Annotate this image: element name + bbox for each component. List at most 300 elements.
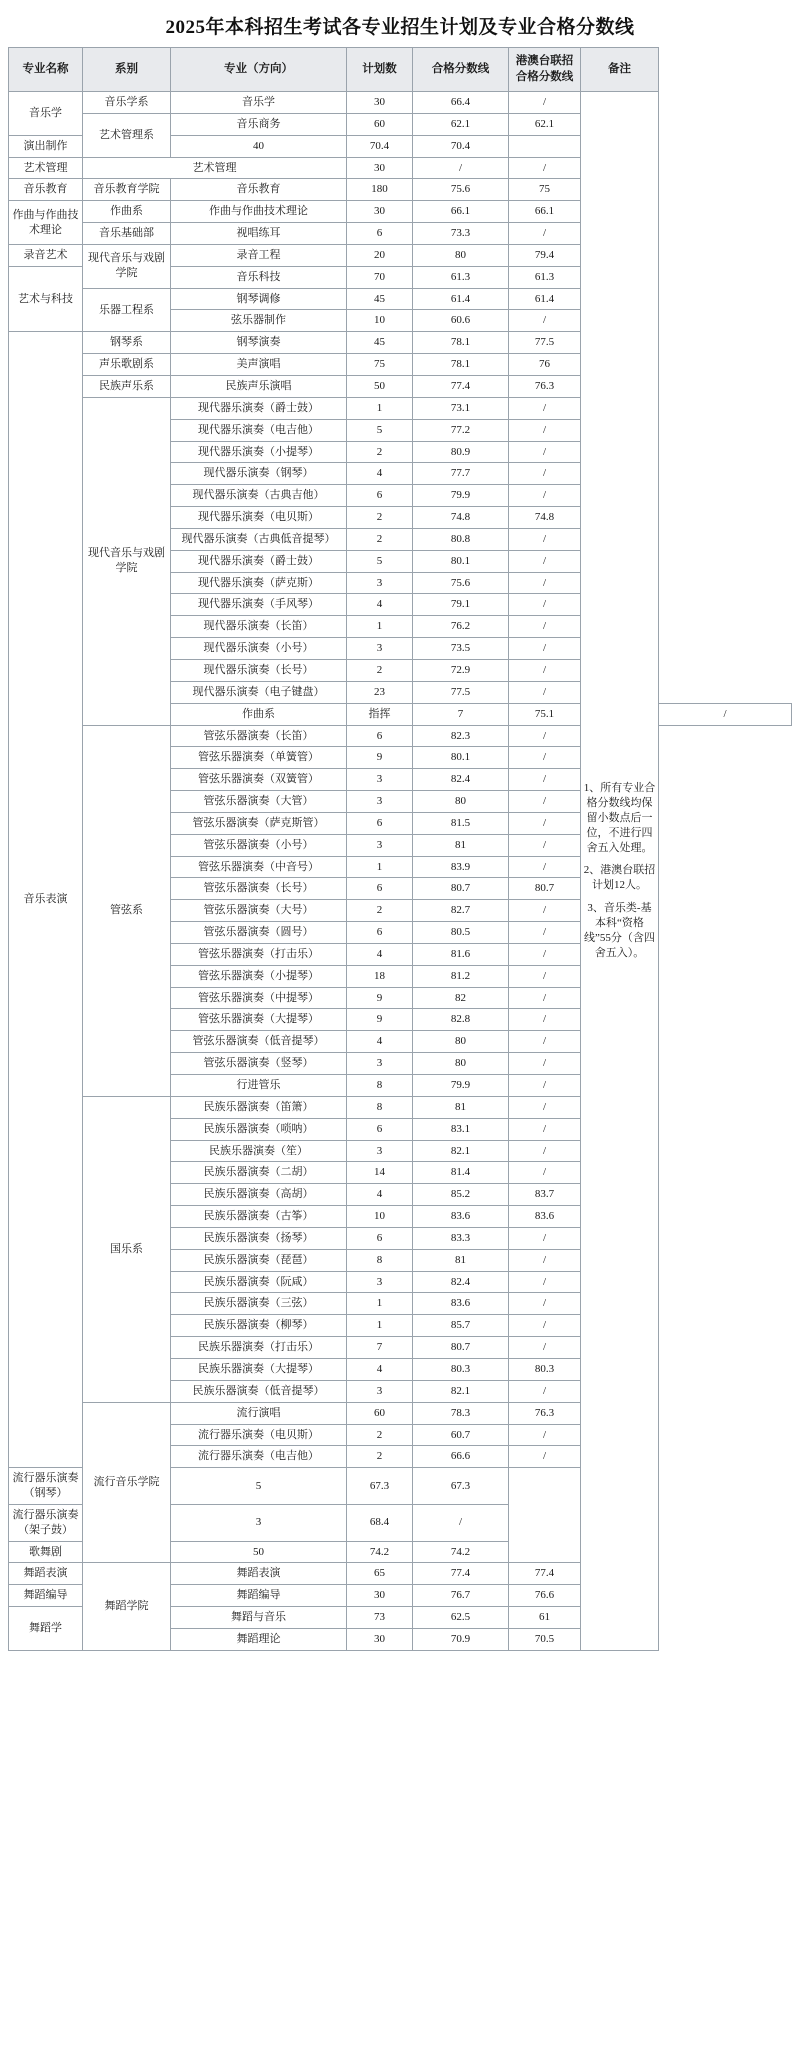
department-cell: 管弦系 [83, 725, 171, 1096]
plan-count-cell: 1 [347, 616, 413, 638]
plan-count-cell: 60 [347, 1402, 413, 1424]
major-direction-cell: 管弦乐器演奏（长笛） [171, 725, 347, 747]
plan-count-cell: 50 [171, 1541, 347, 1563]
plan-count-cell: 4 [347, 1184, 413, 1206]
hmt-pass-line-cell: / [509, 397, 581, 419]
pass-line-cell: / [413, 157, 509, 179]
hmt-pass-line-cell: 70.5 [509, 1628, 581, 1650]
pass-line-cell: 74.8 [413, 507, 509, 529]
department-cell: 现代音乐与戏剧学院 [83, 397, 171, 725]
pass-line-cell: 81 [413, 834, 509, 856]
plan-count-cell: 6 [347, 1227, 413, 1249]
department-cell: 钢琴系 [83, 332, 171, 354]
pass-line-cell: 80 [413, 791, 509, 813]
major-direction-cell: 现代器乐演奏（电子键盘） [171, 681, 347, 703]
plan-count-cell: 3 [347, 638, 413, 660]
hmt-pass-line-cell: / [509, 1227, 581, 1249]
table-row [9, 201, 792, 223]
table-row [9, 244, 792, 266]
plan-count-cell: 4 [347, 594, 413, 616]
hmt-pass-line-cell: 67.3 [413, 1468, 509, 1505]
major-direction-cell: 现代器乐演奏（电吉他） [171, 419, 347, 441]
pass-line-cell: 85.7 [413, 1315, 509, 1337]
hmt-pass-line-cell: 62.1 [509, 113, 581, 135]
pass-line-cell: 60.7 [413, 1424, 509, 1446]
pass-line-cell: 70.9 [413, 1628, 509, 1650]
pass-line-cell: 66.1 [413, 201, 509, 223]
major-direction-cell: 民族乐器演奏（大提琴） [171, 1358, 347, 1380]
major-direction-cell: 指挥 [347, 703, 413, 725]
pass-line-cell: 62.5 [413, 1607, 509, 1629]
plan-count-cell: 2 [347, 528, 413, 550]
pass-line-cell: 61.4 [413, 288, 509, 310]
department-cell: 现代音乐与戏剧学院 [83, 244, 171, 288]
hmt-pass-line-cell: 76.3 [509, 1402, 581, 1424]
plan-count-cell: 45 [347, 288, 413, 310]
table-row [9, 1563, 792, 1585]
pass-line-cell: 81 [413, 1249, 509, 1271]
table-row [9, 288, 792, 310]
plan-count-cell: 5 [171, 1468, 347, 1505]
plan-count-cell: 4 [347, 1031, 413, 1053]
plan-count-cell: 3 [347, 1140, 413, 1162]
col-header-remarks: 备注 [581, 48, 659, 92]
hmt-pass-line-cell: 80.3 [509, 1358, 581, 1380]
hmt-pass-line-cell: / [509, 659, 581, 681]
plan-count-cell: 5 [347, 550, 413, 572]
major-direction-cell: 弦乐器制作 [171, 310, 347, 332]
major-direction-cell: 艺术管理 [83, 157, 347, 179]
hmt-pass-line-cell: 76.6 [509, 1585, 581, 1607]
major-direction-cell: 行进管乐 [171, 1075, 347, 1097]
plan-count-cell: 30 [347, 201, 413, 223]
pass-line-cell: 77.2 [413, 419, 509, 441]
plan-count-cell: 30 [347, 157, 413, 179]
table-row [9, 113, 792, 135]
pass-line-cell: 79.9 [413, 1075, 509, 1097]
pass-line-cell: 80.7 [413, 1337, 509, 1359]
hmt-pass-line-cell: / [509, 856, 581, 878]
hmt-pass-line-cell: 76 [509, 354, 581, 376]
pass-line-cell: 77.4 [413, 376, 509, 398]
pass-line-cell: 67.3 [347, 1468, 413, 1505]
table-row [9, 376, 792, 398]
hmt-pass-line-cell: 66.1 [509, 201, 581, 223]
major-category-cell: 录音艺术 [9, 244, 83, 266]
table-header-row [9, 48, 792, 92]
major-direction-cell: 管弦乐器演奏（双簧管） [171, 769, 347, 791]
hmt-pass-line-cell: / [509, 1271, 581, 1293]
plan-count-cell: 8 [347, 1096, 413, 1118]
plan-count-cell: 3 [347, 572, 413, 594]
pass-line-cell: 82.1 [413, 1380, 509, 1402]
hmt-pass-line-cell: / [509, 1424, 581, 1446]
hmt-pass-line-cell: / [509, 528, 581, 550]
department-cell: 舞蹈学院 [83, 1563, 171, 1650]
pass-line-cell: 76.7 [413, 1585, 509, 1607]
major-direction-cell: 现代器乐演奏（长笛） [171, 616, 347, 638]
pass-line-cell: 83.6 [413, 1206, 509, 1228]
major-category-cell: 艺术与科技 [9, 266, 83, 332]
plan-count-cell: 8 [347, 1075, 413, 1097]
major-direction-cell: 歌舞剧 [9, 1541, 83, 1563]
plan-count-cell: 70 [347, 266, 413, 288]
remark-note: 1、所有专业合格分数线均保留小数点后一位，不进行四舍五入处理。 [583, 782, 656, 854]
plan-count-cell: 30 [347, 1585, 413, 1607]
hmt-pass-line-cell: / [509, 1315, 581, 1337]
pass-line-cell: 82 [413, 987, 509, 1009]
plan-count-cell: 6 [347, 812, 413, 834]
plan-count-cell: 10 [347, 1206, 413, 1228]
major-direction-cell: 现代器乐演奏（古典吉他） [171, 485, 347, 507]
remark-note: 3、音乐类-基本科“资格线”55分（含四舍五入）。 [584, 902, 655, 959]
major-direction-cell: 民族乐器演奏（高胡） [171, 1184, 347, 1206]
pass-line-cell: 77.5 [413, 681, 509, 703]
major-direction-cell: 现代器乐演奏（小号） [171, 638, 347, 660]
pass-line-cell: 78.3 [413, 1402, 509, 1424]
pass-line-cell: 77.4 [413, 1563, 509, 1585]
hmt-pass-line-cell: / [509, 1249, 581, 1271]
table-row [9, 332, 792, 354]
plan-count-cell: 65 [347, 1563, 413, 1585]
table-body [9, 92, 792, 1651]
table-row [9, 354, 792, 376]
table-row [9, 1096, 792, 1118]
hmt-pass-line-cell: / [509, 943, 581, 965]
hmt-pass-line-cell: 76.3 [509, 376, 581, 398]
hmt-pass-line-cell: / [509, 92, 581, 114]
hmt-pass-line-cell: / [509, 594, 581, 616]
plan-count-cell: 6 [347, 878, 413, 900]
hmt-pass-line-cell: 61.4 [509, 288, 581, 310]
major-direction-cell: 舞蹈表演 [171, 1563, 347, 1585]
plan-count-cell: 7 [413, 703, 509, 725]
plan-count-cell: 75 [347, 354, 413, 376]
department-cell: 作曲系 [171, 703, 347, 725]
plan-count-cell: 60 [347, 113, 413, 135]
hmt-pass-line-cell: 61.3 [509, 266, 581, 288]
pass-line-cell: 82.1 [413, 1140, 509, 1162]
hmt-pass-line-cell: / [509, 616, 581, 638]
major-direction-cell: 流行演唱 [171, 1402, 347, 1424]
major-direction-cell: 舞蹈理论 [171, 1628, 347, 1650]
hmt-pass-line-cell: 77.5 [509, 332, 581, 354]
plan-count-cell: 180 [347, 179, 413, 201]
department-cell: 声乐歌剧系 [83, 354, 171, 376]
major-direction-cell: 民族乐器演奏（打击乐） [171, 1337, 347, 1359]
pass-line-cell: 66.6 [413, 1446, 509, 1468]
major-direction-cell: 民族乐器演奏（唢呐） [171, 1118, 347, 1140]
pass-line-cell: 81.6 [413, 943, 509, 965]
pass-line-cell: 82.7 [413, 900, 509, 922]
hmt-pass-line-cell: 74.2 [413, 1541, 509, 1563]
hmt-pass-line-cell: 83.7 [509, 1184, 581, 1206]
table-row [9, 157, 792, 179]
major-direction-cell: 现代器乐演奏（古典低音提琴） [171, 528, 347, 550]
pass-line-cell: 78.1 [413, 332, 509, 354]
pass-line-cell: 61.3 [413, 266, 509, 288]
pass-line-cell: 80.3 [413, 1358, 509, 1380]
pass-line-cell: 76.2 [413, 616, 509, 638]
pass-line-cell: 66.4 [413, 92, 509, 114]
pass-line-cell: 60.6 [413, 310, 509, 332]
plan-count-cell: 6 [347, 485, 413, 507]
pass-line-cell: 78.1 [413, 354, 509, 376]
col-header-pass-line: 合格分数线 [413, 48, 509, 92]
pass-line-cell: 81.5 [413, 812, 509, 834]
table-row [9, 179, 792, 201]
major-direction-cell: 管弦乐器演奏（低音提琴） [171, 1031, 347, 1053]
hmt-pass-line-cell: / [509, 791, 581, 813]
pass-line-cell: 81.4 [413, 1162, 509, 1184]
hmt-pass-line-cell: / [413, 1504, 509, 1541]
plan-count-cell: 40 [171, 135, 347, 157]
hmt-pass-line-cell: / [509, 725, 581, 747]
plan-count-cell: 9 [347, 1009, 413, 1031]
major-direction-cell: 管弦乐器演奏（圆号） [171, 922, 347, 944]
hmt-pass-line-cell: / [509, 1053, 581, 1075]
plan-count-cell: 20 [347, 244, 413, 266]
hmt-pass-line-cell: / [509, 1140, 581, 1162]
table-header [9, 48, 792, 92]
major-direction-cell: 现代器乐演奏（爵士鼓） [171, 397, 347, 419]
hmt-pass-line-cell: 83.6 [509, 1206, 581, 1228]
department-cell: 音乐教育学院 [83, 179, 171, 201]
hmt-pass-line-cell: / [509, 1162, 581, 1184]
pass-line-cell: 75.6 [413, 572, 509, 594]
plan-count-cell: 5 [347, 419, 413, 441]
pass-line-cell: 82.3 [413, 725, 509, 747]
plan-count-cell: 8 [347, 1249, 413, 1271]
major-direction-cell: 管弦乐器演奏（打击乐） [171, 943, 347, 965]
pass-line-cell: 80.8 [413, 528, 509, 550]
major-category-cell: 舞蹈学 [9, 1607, 83, 1651]
plan-count-cell: 3 [347, 769, 413, 791]
major-direction-cell: 管弦乐器演奏（大提琴） [171, 1009, 347, 1031]
plan-count-cell: 3 [347, 1380, 413, 1402]
major-direction-cell: 作曲与作曲技术理论 [171, 201, 347, 223]
plan-count-cell: 2 [347, 1446, 413, 1468]
major-direction-cell: 舞蹈编导 [171, 1585, 347, 1607]
hmt-pass-line-cell: 77.4 [509, 1563, 581, 1585]
major-direction-cell: 音乐学 [171, 92, 347, 114]
plan-count-cell: 1 [347, 1315, 413, 1337]
major-direction-cell: 流行器乐演奏（架子鼓） [9, 1504, 83, 1541]
plan-count-cell: 73 [347, 1607, 413, 1629]
department-cell: 流行音乐学院 [83, 1402, 171, 1563]
major-direction-cell: 录音工程 [171, 244, 347, 266]
plan-count-cell: 6 [347, 922, 413, 944]
hmt-pass-line-cell: / [509, 1293, 581, 1315]
plan-count-cell: 7 [347, 1337, 413, 1359]
plan-count-cell: 4 [347, 943, 413, 965]
major-direction-cell: 管弦乐器演奏（长号） [171, 878, 347, 900]
hmt-pass-line-cell: / [509, 485, 581, 507]
major-direction-cell: 钢琴演奏 [171, 332, 347, 354]
table-row [9, 92, 792, 114]
major-direction-cell: 演出制作 [9, 135, 83, 157]
major-direction-cell: 现代器乐演奏（萨克斯） [171, 572, 347, 594]
major-direction-cell: 管弦乐器演奏（单簧管） [171, 747, 347, 769]
major-direction-cell: 民族乐器演奏（三弦） [171, 1293, 347, 1315]
pass-line-cell: 81 [413, 1096, 509, 1118]
pass-line-cell: 80 [413, 1053, 509, 1075]
plan-count-cell: 3 [347, 791, 413, 813]
pass-line-cell: 73.3 [413, 223, 509, 245]
plan-count-cell: 3 [347, 1053, 413, 1075]
plan-count-cell: 6 [347, 1118, 413, 1140]
plan-count-cell: 18 [347, 965, 413, 987]
pass-line-cell: 80.9 [413, 441, 509, 463]
pass-line-cell: 79.9 [413, 485, 509, 507]
col-header-department: 系别 [83, 48, 171, 92]
major-direction-cell: 现代器乐演奏（爵士鼓） [171, 550, 347, 572]
major-direction-cell: 民族乐器演奏（笙） [171, 1140, 347, 1162]
major-direction-cell: 管弦乐器演奏（中音号） [171, 856, 347, 878]
major-direction-cell: 现代器乐演奏（手风琴） [171, 594, 347, 616]
plan-count-cell: 2 [347, 507, 413, 529]
pass-line-cell: 73.5 [413, 638, 509, 660]
hmt-pass-line-cell: / [509, 1075, 581, 1097]
pass-line-cell: 83.6 [413, 1293, 509, 1315]
major-direction-cell: 民族乐器演奏（阮咸） [171, 1271, 347, 1293]
department-cell: 国乐系 [83, 1096, 171, 1402]
page-title: 2025年本科招生考试各专业招生计划及专业合格分数线 [165, 17, 635, 38]
plan-count-cell: 1 [347, 1293, 413, 1315]
hmt-pass-line-cell: 80.7 [509, 878, 581, 900]
major-direction-cell: 流行器乐演奏（电贝斯） [171, 1424, 347, 1446]
plan-count-cell: 9 [347, 987, 413, 1009]
major-direction-cell: 管弦乐器演奏（小号） [171, 834, 347, 856]
plan-count-cell: 1 [347, 397, 413, 419]
hmt-pass-line-cell: / [509, 1031, 581, 1053]
department-cell: 艺术管理系 [83, 113, 171, 157]
hmt-pass-line-cell: / [509, 310, 581, 332]
major-direction-cell: 现代器乐演奏（钢琴） [171, 463, 347, 485]
hmt-pass-line-cell: / [509, 1096, 581, 1118]
plan-count-cell: 45 [347, 332, 413, 354]
major-direction-cell: 音乐商务 [171, 113, 347, 135]
col-header-major-direction: 专业（方向） [171, 48, 347, 92]
plan-count-cell: 3 [347, 834, 413, 856]
pass-line-cell: 80.7 [413, 878, 509, 900]
admission-plan-table [8, 47, 792, 1651]
hmt-pass-line-cell: / [509, 550, 581, 572]
major-direction-cell: 现代器乐演奏（长号） [171, 659, 347, 681]
pass-line-cell: 77.7 [413, 463, 509, 485]
table-row [9, 223, 792, 245]
major-direction-cell: 民族乐器演奏（二胡） [171, 1162, 347, 1184]
department-cell: 作曲系 [83, 201, 171, 223]
plan-count-cell: 9 [347, 747, 413, 769]
col-header-plan-count: 计划数 [347, 48, 413, 92]
hmt-pass-line-cell: / [509, 922, 581, 944]
plan-count-cell: 30 [347, 1628, 413, 1650]
pass-line-cell: 73.1 [413, 397, 509, 419]
hmt-pass-line-cell: / [509, 1009, 581, 1031]
pass-line-cell: 75.1 [509, 703, 581, 725]
hmt-pass-line-cell: / [509, 1380, 581, 1402]
plan-count-cell: 14 [347, 1162, 413, 1184]
major-category-cell: 音乐学 [9, 92, 83, 136]
pass-line-cell: 80.1 [413, 747, 509, 769]
major-direction-cell: 民族乐器演奏（琵琶） [171, 1249, 347, 1271]
major-direction-cell: 管弦乐器演奏（大管） [171, 791, 347, 813]
major-direction-cell: 美声演唱 [171, 354, 347, 376]
major-direction-cell: 现代器乐演奏（小提琴） [171, 441, 347, 463]
major-direction-cell: 民族乐器演奏（低音提琴） [171, 1380, 347, 1402]
department-cell: 音乐基础部 [83, 223, 171, 245]
major-direction-cell: 管弦乐器演奏（萨克斯管） [171, 812, 347, 834]
major-category-cell: 艺术管理 [9, 157, 83, 179]
hmt-pass-line-cell: / [509, 769, 581, 791]
pass-line-cell: 70.4 [347, 135, 413, 157]
major-category-cell: 作曲与作曲技术理论 [9, 201, 83, 245]
pass-line-cell: 85.2 [413, 1184, 509, 1206]
major-category-cell: 音乐表演 [9, 332, 83, 1468]
plan-count-cell: 6 [347, 223, 413, 245]
hmt-pass-line-cell: / [509, 834, 581, 856]
remarks-cell [581, 92, 659, 1651]
pass-line-cell: 83.1 [413, 1118, 509, 1140]
plan-count-cell: 4 [347, 1358, 413, 1380]
pass-line-cell: 82.8 [413, 1009, 509, 1031]
remark-note: 2、港澳台联招计划12人。 [583, 864, 656, 892]
hmt-pass-line-cell: / [509, 572, 581, 594]
major-category-cell: 舞蹈编导 [9, 1585, 83, 1607]
major-direction-cell: 民族声乐演唱 [171, 376, 347, 398]
plan-count-cell: 2 [347, 659, 413, 681]
hmt-pass-line-cell: / [509, 987, 581, 1009]
table-row [9, 1402, 792, 1424]
major-category-cell: 音乐教育 [9, 179, 83, 201]
plan-count-cell: 50 [347, 376, 413, 398]
pass-line-cell: 74.2 [347, 1541, 413, 1563]
hmt-pass-line-cell: / [509, 812, 581, 834]
hmt-pass-line-cell: / [509, 223, 581, 245]
hmt-pass-line-cell: 79.4 [509, 244, 581, 266]
major-direction-cell: 管弦乐器演奏（小提琴） [171, 965, 347, 987]
pass-line-cell: 75.6 [413, 179, 509, 201]
hmt-pass-line-cell: / [509, 681, 581, 703]
major-direction-cell: 视唱练耳 [171, 223, 347, 245]
major-direction-cell: 管弦乐器演奏（大号） [171, 900, 347, 922]
major-direction-cell: 流行器乐演奏（钢琴） [9, 1468, 83, 1505]
table-row [9, 725, 792, 747]
plan-count-cell: 1 [347, 856, 413, 878]
plan-count-cell: 6 [347, 725, 413, 747]
hmt-pass-line-cell: / [509, 965, 581, 987]
major-category-cell: 舞蹈表演 [9, 1563, 83, 1585]
plan-count-cell: 3 [347, 1271, 413, 1293]
major-direction-cell: 钢琴调修 [171, 288, 347, 310]
major-direction-cell: 音乐教育 [171, 179, 347, 201]
pass-line-cell: 83.9 [413, 856, 509, 878]
hmt-pass-line-cell: / [509, 1446, 581, 1468]
col-header-major-name: 专业名称 [9, 48, 83, 92]
hmt-pass-line-cell: 61 [509, 1607, 581, 1629]
major-direction-cell: 音乐科技 [171, 266, 347, 288]
major-direction-cell: 管弦乐器演奏（中提琴） [171, 987, 347, 1009]
plan-count-cell: 4 [347, 463, 413, 485]
major-direction-cell: 现代器乐演奏（电贝斯） [171, 507, 347, 529]
hmt-pass-line-cell: 70.4 [413, 135, 509, 157]
hmt-pass-line-cell: / [509, 157, 581, 179]
pass-line-cell: 68.4 [347, 1504, 413, 1541]
hmt-pass-line-cell: / [659, 703, 792, 725]
plan-count-cell: 23 [347, 681, 413, 703]
department-cell: 音乐学系 [83, 92, 171, 114]
